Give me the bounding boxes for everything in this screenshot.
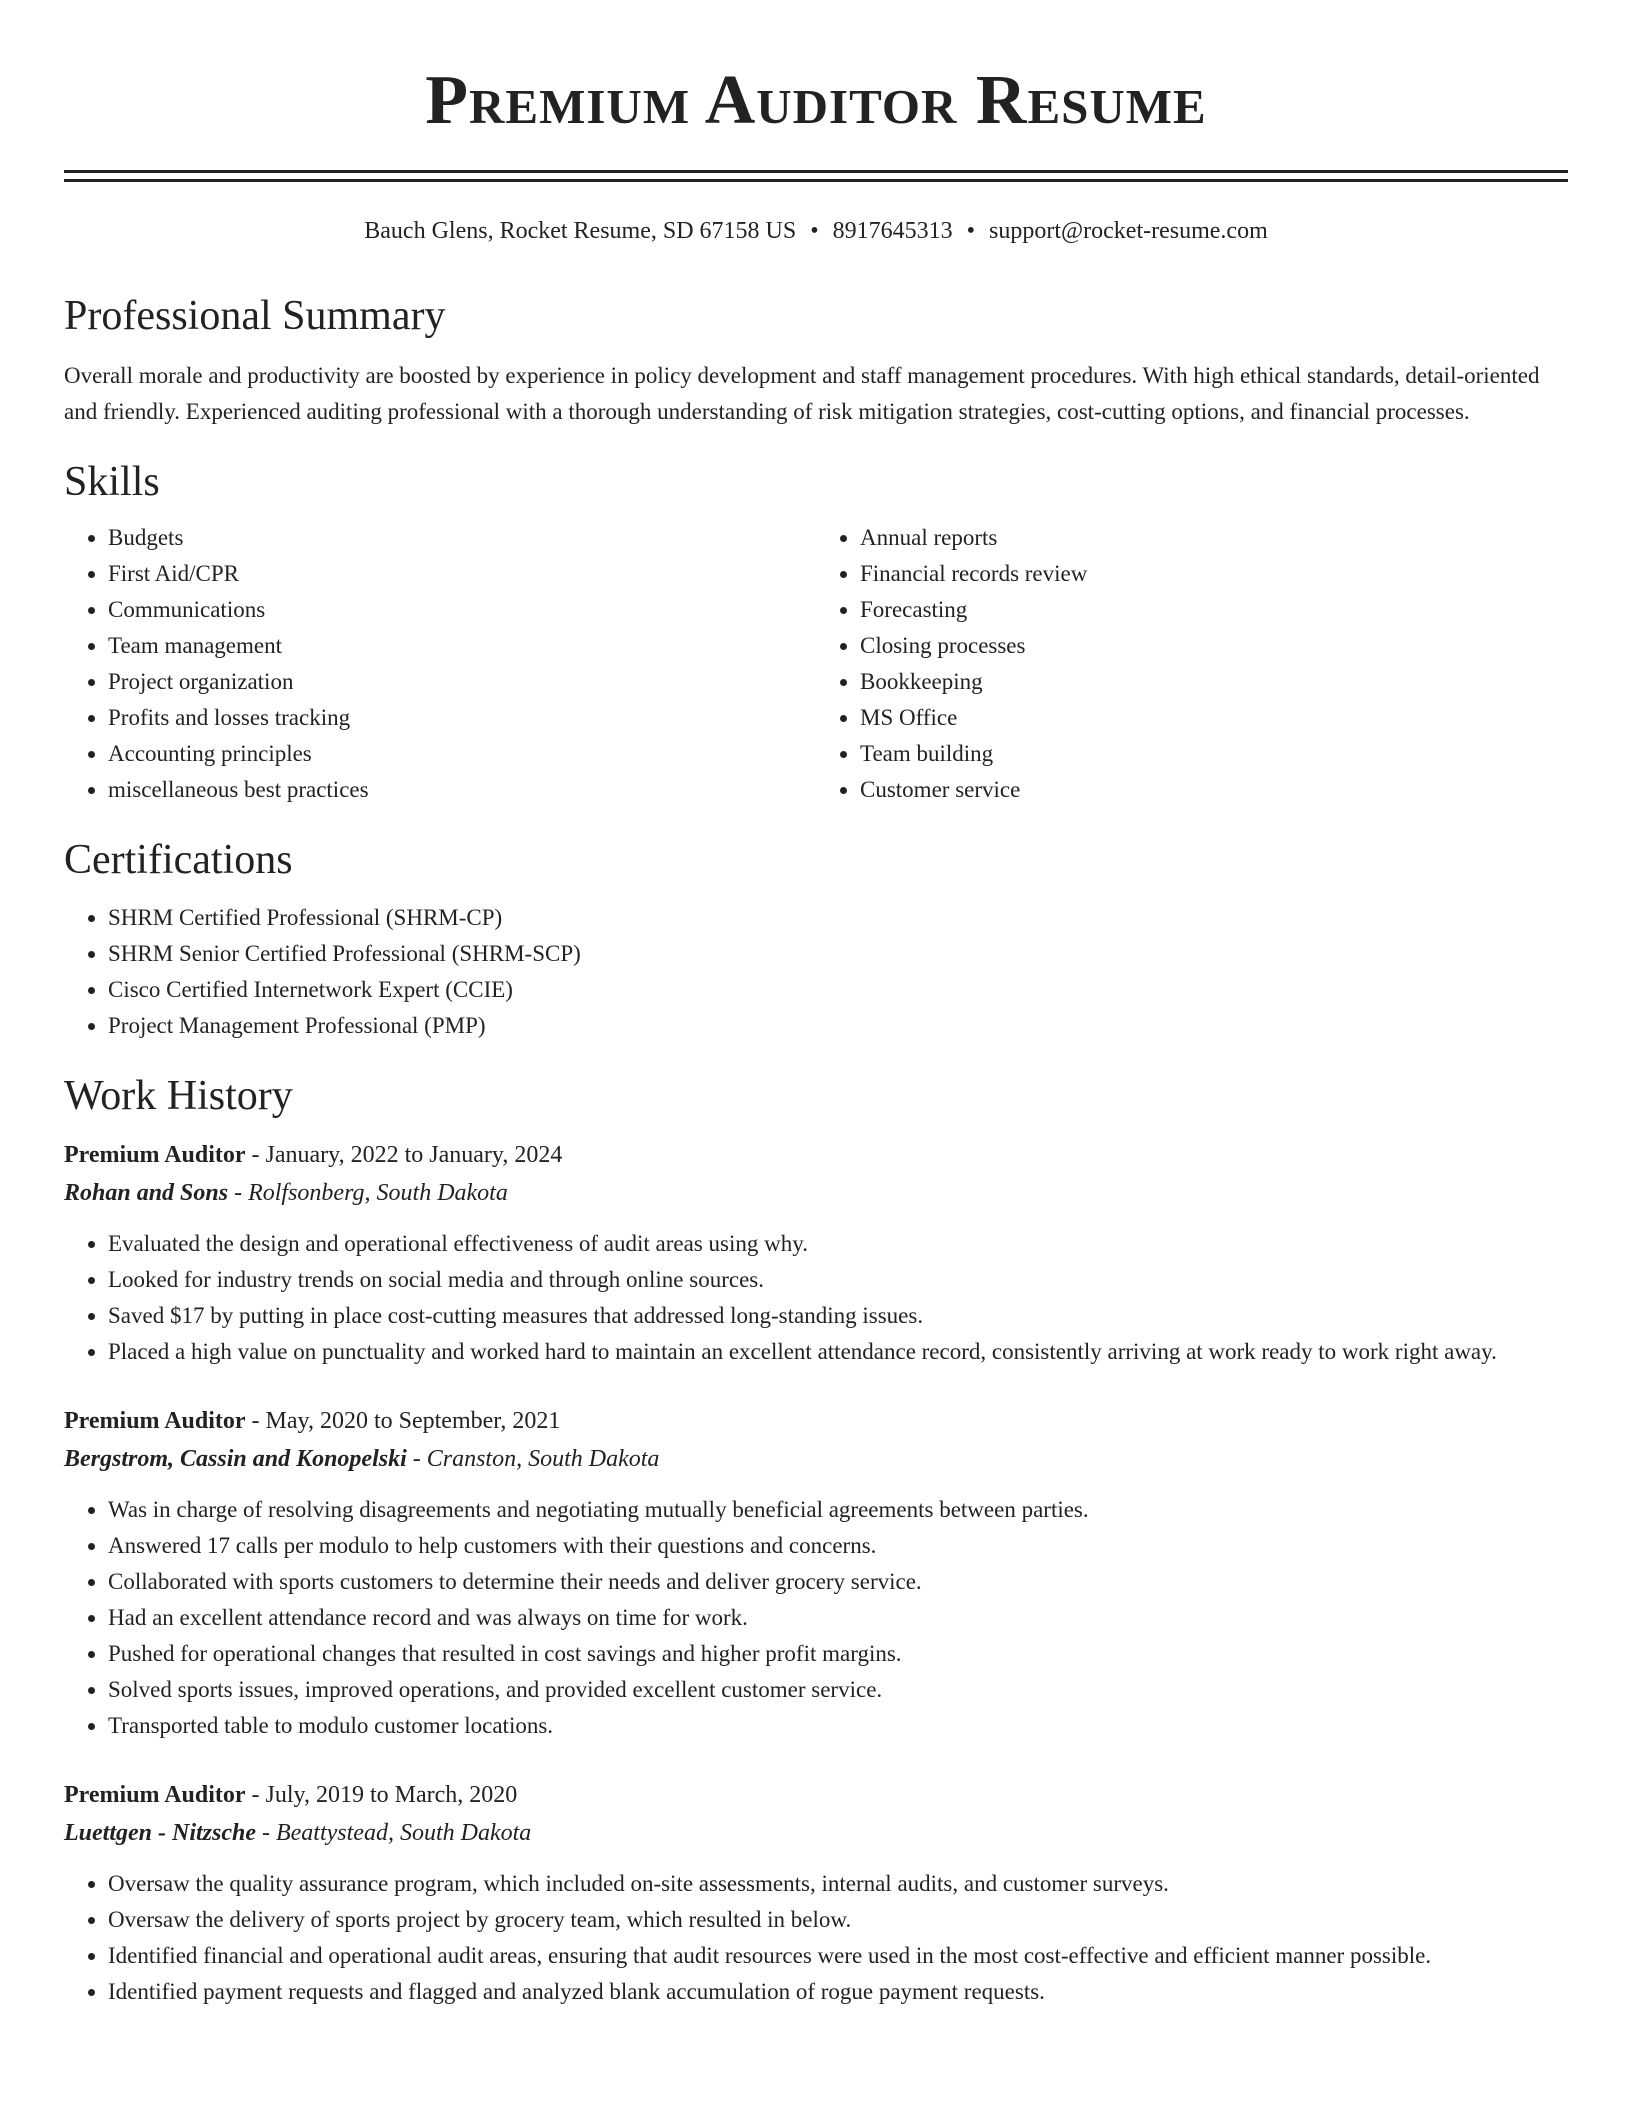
job-bullet: • Identified payment requests and flagged and analyzed blank accumulation of rogue payment requests. — [108, 1974, 1568, 2010]
work-history-section — [64, 1072, 1568, 2010]
job-entry — [64, 1776, 1568, 2010]
job-dates: - May, 2020 to September, 2021 — [245, 1408, 561, 1434]
contact-line — [64, 216, 1568, 246]
job-bullets — [64, 1226, 1568, 1370]
job-bullet: • Pushed for operational changes that resulted in cost savings and higher profit margins. — [108, 1636, 1568, 1672]
skill-item: • Team management — [108, 628, 816, 664]
job-bullet: • Solved sports issues, improved operations, and provided excellent customer service. — [108, 1672, 1568, 1708]
job-company-line — [64, 1814, 1568, 1852]
job-bullet: • Identified financial and operational audit areas, ensuring that audit resources were used in the most cost-effective and efficient manner possible. — [108, 1938, 1568, 1974]
skills-list-right — [816, 520, 1568, 808]
certifications-section — [64, 836, 1568, 1044]
skill-item: • Project organization — [108, 664, 816, 700]
skill-item: • Accounting principles — [108, 736, 816, 772]
title-double-rule — [64, 170, 1568, 182]
job-title-line — [64, 1776, 1568, 1814]
job-entry — [64, 1136, 1568, 1370]
skill-item: • Customer service — [860, 772, 1568, 808]
job-title-line — [64, 1402, 1568, 1440]
job-bullet: • Had an excellent attendance record and was always on time for work. — [108, 1600, 1568, 1636]
resume-title: Premium Auditor Resume — [425, 62, 1207, 139]
skills-section — [64, 458, 1568, 808]
summary-text: Overall morale and productivity are boosted by experience in policy development and staff management procedures. With high ethical standards, detail-oriented and friendly. Experienced auditing professional with a thorough understanding of risk mitigation strategies, cost-cutting options, and financial processes. — [64, 363, 1540, 424]
contact-phone: 8917645313 — [832, 218, 953, 244]
job-title: Premium Auditor — [64, 1408, 246, 1434]
skill-item: • Team building — [860, 736, 1568, 772]
skill-item: • Annual reports — [860, 520, 1568, 556]
job-location: - Cranston, South Dakota — [406, 1446, 660, 1472]
skills-list-left — [64, 520, 816, 808]
job-bullet: • Oversaw the quality assurance program, which included on-site assessments, internal audits, and customer surveys. — [108, 1866, 1568, 1902]
skill-item: • Closing processes — [860, 628, 1568, 664]
job-dates: - July, 2019 to March, 2020 — [245, 1782, 518, 1808]
skills-columns — [64, 520, 1568, 808]
job-dates: - January, 2022 to January, 2024 — [245, 1142, 563, 1168]
contact-email: support@rocket-resume.com — [989, 218, 1268, 244]
skill-item: • Financial records review — [860, 556, 1568, 592]
skill-item: • Profits and losses tracking — [108, 700, 816, 736]
skill-item: • Communications — [108, 592, 816, 628]
skill-item: • MS Office — [860, 700, 1568, 736]
skill-item: • Budgets — [108, 520, 816, 556]
contact-address: Bauch Glens, Rocket Resume, SD 67158 US — [364, 218, 797, 244]
certification-item: • Project Management Professional (PMP) — [108, 1008, 1568, 1044]
job-bullet: • Looked for industry trends on social media and through online sources. — [108, 1262, 1568, 1298]
skill-item: • Bookkeeping — [860, 664, 1568, 700]
skill-item: • First Aid/CPR — [108, 556, 816, 592]
job-bullet: • Oversaw the delivery of sports project by grocery team, which resulted in below. — [108, 1902, 1568, 1938]
job-bullets — [64, 1492, 1568, 1744]
job-bullet: • Was in charge of resolving disagreements and negotiating mutually beneficial agreements between parties. — [108, 1492, 1568, 1528]
certification-item: • SHRM Certified Professional (SHRM-CP) — [108, 900, 1568, 936]
job-location: - Beattystead, South Dakota — [256, 1820, 532, 1846]
job-bullet: • Transported table to modulo customer locations. — [108, 1708, 1568, 1744]
job-location: - Rolfsonberg, South Dakota — [228, 1180, 508, 1206]
skills-heading: Skills — [64, 459, 160, 505]
job-company: Luettgen - Nitzsche — [64, 1820, 256, 1846]
job-company: Bergstrom, Cassin and Konopelski — [64, 1446, 407, 1472]
job-company: Rohan and Sons — [64, 1180, 229, 1206]
job-bullet: • Evaluated the design and operational effectiveness of audit areas using why. — [108, 1226, 1568, 1262]
summary-heading: Professional Summary — [64, 293, 446, 339]
skill-item: • Forecasting — [860, 592, 1568, 628]
job-title-line — [64, 1136, 1568, 1174]
job-title: Premium Auditor — [64, 1142, 246, 1168]
job-entry — [64, 1402, 1568, 1744]
certification-item: • Cisco Certified Internetwork Expert (CCIE) — [108, 972, 1568, 1008]
summary-section — [64, 292, 1568, 430]
skill-item: • miscellaneous best practices — [108, 772, 816, 808]
job-bullet: • Collaborated with sports customers to determine their needs and deliver grocery service. — [108, 1564, 1568, 1600]
contact-separator: • — [966, 218, 976, 244]
certifications-heading: Certifications — [64, 837, 293, 883]
contact-separator: • — [810, 218, 819, 244]
job-bullet: • Answered 17 calls per modulo to help customers with their questions and concerns. — [108, 1528, 1568, 1564]
job-bullet: • Saved $17 by putting in place cost-cutting measures that addressed long-standing issues. — [108, 1298, 1568, 1334]
job-title: Premium Auditor — [64, 1782, 246, 1808]
job-bullets — [64, 1866, 1568, 2010]
job-bullet: • Placed a high value on punctuality and worked hard to maintain an excellent attendance record, consistently arriving at work ready to work right away. — [108, 1334, 1568, 1370]
work-history-heading: Work History — [64, 1073, 293, 1119]
job-company-line — [64, 1440, 1568, 1478]
job-company-line — [64, 1174, 1568, 1212]
certification-item: • SHRM Senior Certified Professional (SHRM-SCP) — [108, 936, 1568, 972]
certifications-list — [64, 900, 1568, 1044]
